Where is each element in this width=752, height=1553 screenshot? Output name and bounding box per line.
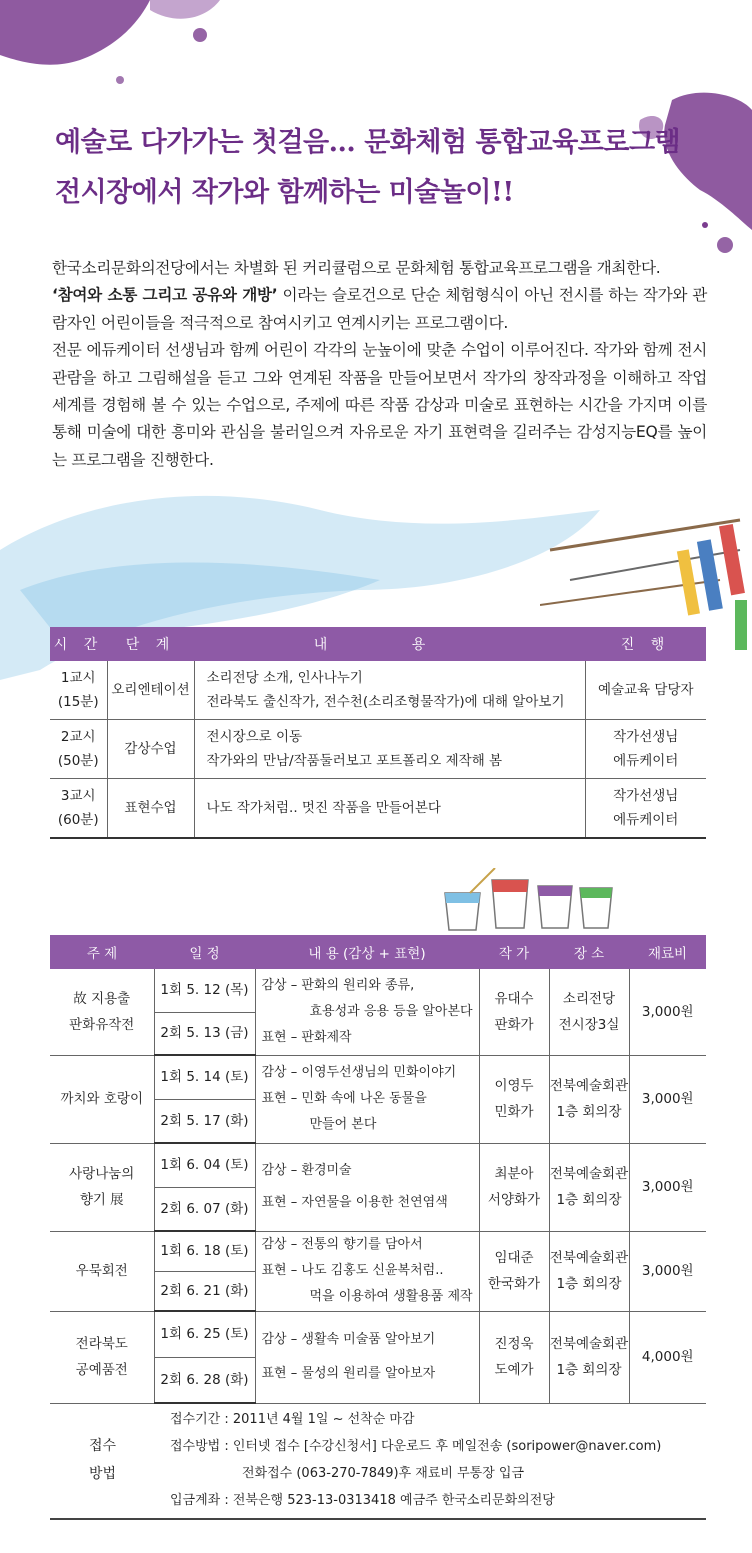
artist-cell: 진정욱 도예가 — [479, 1311, 549, 1403]
program-row — [50, 1055, 706, 1099]
header-artist: 작 가 — [479, 935, 549, 969]
content-cell: 전시장으로 이동 작가와의 만남/작품둘러보고 포트폴리오 제작해 봄 — [194, 720, 585, 779]
stage-cell: 오리엔테이션 — [107, 661, 194, 720]
fee-cell: 3,000원 — [629, 1055, 706, 1143]
intro-paragraph-3: 전문 에듀케이터 선생님과 함께 어린이 각각의 눈높이에 맞춘 수업이 이루어진다. 작가와 함께 전시관람을 하고 그림해설을 듣고 그와 연계된 작품을 만들어보면서 작가의 창작과정을 이해하고 작업세계를 경험해 볼 수 있는 수업으로, 주제에 따른 작품 감상과 미술로 표현하는 시간을 가지며 이를 통해 미술에 대한 흥미와 관심을 불러일으켜 자유로운 자기 표현력을 길러주는 감성지능EQ를 높이는 프로그램을 진행한다. — [52, 341, 707, 469]
program-row — [50, 1311, 706, 1357]
place-cell: 전북예술회관 1층 회의장 — [549, 1231, 629, 1311]
theme-cell: 우묵회전 — [50, 1231, 154, 1311]
time-cell: 3교시 (60분) — [50, 779, 107, 839]
fee-cell: 3,000원 — [629, 969, 706, 1055]
intro-paragraph-2-rest: 이라는 슬로건으로 단순 체험형식이 아닌 전시를 하는 작가와 관람자인 어린이들을 적극적으로 참여시키고 연계시키는 프로그램이다. — [52, 286, 708, 332]
header-place: 장 소 — [549, 935, 629, 969]
intro-text — [52, 255, 707, 474]
fee-cell: 3,000원 — [629, 1231, 706, 1311]
theme-cell: 전라북도 공예품전 — [50, 1311, 154, 1403]
registration-method: 접수방법 : 인터넷 접수 [수강신청서] 다운로드 후 메일전송 (soripower@naver.com) — [170, 1439, 662, 1454]
fee-cell: 4,000원 — [629, 1311, 706, 1403]
intro-paragraph-2 — [52, 282, 707, 337]
time-cell: 1교시 (15분) — [50, 661, 107, 720]
content-cell: 소리전당 소개, 인사나누기 전라북도 출신작가, 전수천(소리조형물작가)에 대해 알아보기 — [194, 661, 585, 720]
title-line-1: 예술로 다가가는 첫걸음... 문화체험 통합교육프로그램 — [55, 127, 681, 158]
theme-cell: 까치와 호랑이 — [50, 1055, 154, 1143]
date-cell: 2회 6. 21 (화) — [154, 1271, 255, 1311]
header-description: 내 용 (감상 + 표현) — [255, 935, 479, 969]
program-row — [50, 1143, 706, 1187]
place-cell: 전북예술회관 1층 회의장 — [549, 1143, 629, 1231]
place-cell: 전북예술회관 1층 회의장 — [549, 1311, 629, 1403]
registration-label: 접수 방법 — [88, 1438, 117, 1482]
date-cell: 2회 5. 13 (금) — [154, 1012, 255, 1055]
header-lead: 진 행 — [585, 627, 706, 661]
schedule-row — [50, 720, 706, 779]
schedule-header-row — [50, 627, 706, 661]
description-cell: 감상 – 이영두선생님의 민화이야기 표현 – 민화 속에 나온 동물을 만들어 본다 — [255, 1055, 479, 1143]
header-fee: 재료비 — [629, 935, 706, 969]
registration-phone: 전화접수 (063-270-7849)후 재료비 무통장 입금 — [242, 1466, 525, 1481]
content-cell: 나도 작가처럼.. 멋진 작품을 만들어본다 — [194, 779, 585, 839]
date-cell: 2회 6. 07 (화) — [154, 1187, 255, 1231]
header-stage: 단 계 — [107, 627, 194, 661]
program-table — [50, 935, 706, 1404]
header-date: 일 정 — [154, 935, 255, 969]
description-cell: 감상 – 환경미술 표현 – 자연물을 이용한 천연염색 — [255, 1143, 479, 1231]
registration-account: 입금계좌 : 전북은행 523-13-0313418 예금주 한국소리문화의전당 — [170, 1493, 555, 1508]
place-cell: 전북예술회관 1층 회의장 — [549, 1055, 629, 1143]
schedule-table — [50, 627, 706, 839]
registration-period: 접수기간 : 2011년 4월 1일 ~ 선착순 마감 — [170, 1412, 415, 1427]
theme-cell: 사랑나눔의 향기 展 — [50, 1143, 154, 1231]
lead-cell: 예술교육 담당자 — [585, 661, 706, 720]
paint-buckets — [440, 868, 620, 938]
date-cell: 2회 6. 28 (화) — [154, 1357, 255, 1403]
date-cell: 1회 6. 25 (토) — [154, 1311, 255, 1357]
lead-cell: 작가선생님 에듀케이터 — [585, 720, 706, 779]
date-cell: 1회 5. 14 (토) — [154, 1055, 255, 1099]
place-cell: 소리전당 전시장3실 — [549, 969, 629, 1055]
slogan: ‘참여와 소통 그리고 공유와 개방’ — [52, 286, 278, 305]
schedule-row — [50, 661, 706, 720]
date-cell: 1회 6. 18 (토) — [154, 1231, 255, 1271]
header-theme: 주 제 — [50, 935, 154, 969]
description-cell: 감상 – 생활속 미술품 알아보기 표현 – 물성의 원리를 알아보자 — [255, 1311, 479, 1403]
artist-cell: 임대준 한국화가 — [479, 1231, 549, 1311]
registration-details — [170, 1406, 661, 1514]
lead-cell: 작가선생님 에듀케이터 — [585, 779, 706, 839]
description-cell: 감상 – 전통의 향기를 담아서 표현 – 나도 김홍도 신윤복처럼.. 먹을 이용하여 생활용품 제작 — [255, 1231, 479, 1311]
fee-cell: 3,000원 — [629, 1143, 706, 1231]
header-time: 시 간 — [50, 627, 107, 661]
date-cell: 1회 5. 12 (목) — [154, 969, 255, 1012]
time-cell: 2교시 (50분) — [50, 720, 107, 779]
program-header-row — [50, 935, 706, 969]
page-title — [55, 118, 705, 218]
artist-cell: 유대수 판화가 — [479, 969, 549, 1055]
title-line-2: 전시장에서 작가와 함께하는 미술놀이!! — [55, 177, 514, 208]
stage-cell: 표현수업 — [107, 779, 194, 839]
intro-paragraph-1: 한국소리문화의전당에서는 차별화 된 커리큘럼으로 문화체험 통합교육프로그램을 개최한다. — [52, 259, 661, 277]
description-cell: 감상 – 판화의 원리와 종류, 효용성과 응용 등을 알아본다 표현 – 판화제작 — [255, 969, 479, 1055]
program-row — [50, 1231, 706, 1271]
date-cell: 1회 6. 04 (토) — [154, 1143, 255, 1187]
registration-info — [50, 1402, 706, 1520]
header-content: 내 용 — [194, 627, 585, 661]
artist-cell: 최분아 서양화가 — [479, 1143, 549, 1231]
artist-cell: 이영두 민화가 — [479, 1055, 549, 1143]
theme-cell: 故 지용출 판화유작전 — [50, 969, 154, 1055]
schedule-row — [50, 779, 706, 839]
date-cell: 2회 5. 17 (화) — [154, 1099, 255, 1143]
program-row — [50, 969, 706, 1012]
stage-cell: 감상수업 — [107, 720, 194, 779]
